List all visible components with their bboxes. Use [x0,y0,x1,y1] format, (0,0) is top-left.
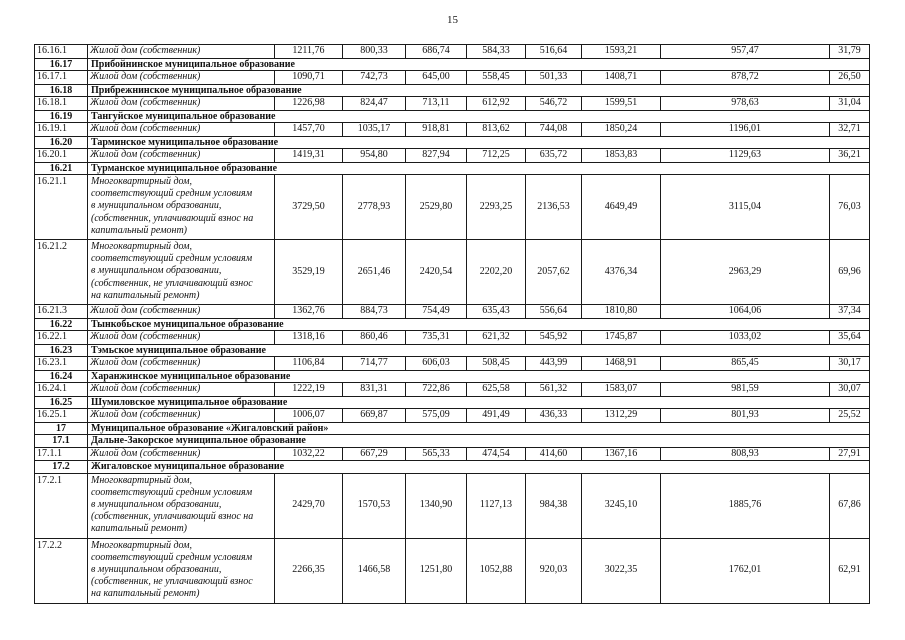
row-code: 17 [35,422,88,435]
value-cell-5: 920,03 [526,538,582,603]
table-row [35,409,870,423]
value-cell-1: 2429,70 [275,473,343,538]
row-description [88,71,275,85]
value-cell-4: 1127,13 [467,473,526,538]
row-description [88,331,275,345]
description-line: Жилой дом (собственник) [90,409,201,421]
value-cell-3: 827,94 [406,149,467,163]
row-code: 16.21 [35,162,88,175]
value-cell-3: 2420,54 [406,240,467,305]
table-row [35,149,870,163]
description-line: соответствующий средним условиям [91,188,253,200]
section-name: Прибойнинское муниципальное образование [88,58,870,71]
row-description [88,409,275,423]
section-name: Дальне-Закорское муниципальное образование [88,435,870,448]
value-cell-4: 813,62 [467,123,526,137]
value-cell-6: 1810,80 [582,305,661,319]
description-line: на капитальный ремонт) [91,289,200,301]
value-cell-6: 1367,16 [582,447,661,461]
value-cell-1: 2266,35 [275,538,343,603]
table-row [35,331,870,345]
value-cell-7: 808,93 [661,447,830,461]
description-line: Жилой дом (собственник) [90,357,201,369]
value-cell-8: 30,07 [830,383,870,397]
value-cell-6: 1745,87 [582,331,661,345]
row-description [88,473,275,538]
table-row [35,45,870,59]
value-cell-4: 621,32 [467,331,526,345]
value-cell-7: 1885,76 [661,473,830,538]
row-code: 16.19.1 [35,123,88,137]
row-code: 17.2.1 [35,473,88,538]
row-code: 17.1.1 [35,447,88,461]
description-line: Многоквартирный дом, [91,241,193,252]
section-row [35,162,870,175]
value-cell-7: 1196,01 [661,123,830,137]
section-row [35,110,870,123]
value-cell-3: 735,31 [406,331,467,345]
row-description [88,123,275,137]
value-cell-4: 491,49 [467,409,526,423]
value-cell-5: 984,38 [526,473,582,538]
row-code: 16.19 [35,110,88,123]
value-cell-5: 2057,62 [526,240,582,305]
value-cell-3: 918,81 [406,123,467,137]
value-cell-5: 561,32 [526,383,582,397]
tariff-table [34,44,870,604]
value-cell-3: 606,03 [406,357,467,371]
value-cell-7: 801,93 [661,409,830,423]
value-cell-4: 584,33 [467,45,526,59]
row-description [88,240,275,305]
value-cell-5: 2136,53 [526,175,582,240]
description-line: Многоквартирный дом, [91,474,193,486]
value-cell-2: 860,46 [343,331,406,345]
table-row [35,538,870,603]
value-cell-6: 1468,91 [582,357,661,371]
description-line: соответствующий средним условиям [91,253,253,265]
value-cell-3: 722,86 [406,383,467,397]
value-cell-5: 516,64 [526,45,582,59]
value-cell-4: 612,92 [467,97,526,111]
value-cell-2: 1570,53 [343,473,406,538]
value-cell-4: 558,45 [467,71,526,85]
row-code: 16.21.2 [35,240,88,305]
row-code: 16.22.1 [35,331,88,345]
value-cell-2: 2651,46 [343,240,406,305]
value-cell-1: 1419,31 [275,149,343,163]
description-line: Жилой дом (собственник) [90,71,201,83]
section-name: Прибрежнинское муниципальное образование [88,84,870,97]
value-cell-5: 414,60 [526,447,582,461]
section-name: Харанжинское муниципальное образование [88,370,870,383]
section-row [35,435,870,448]
value-cell-3: 575,09 [406,409,467,423]
description-line: (собственник, уплачивающий взнос на [91,212,254,224]
value-cell-6: 4649,49 [582,175,661,240]
row-code: 16.25.1 [35,409,88,423]
row-code: 16.17 [35,58,88,71]
value-cell-5: 443,99 [526,357,582,371]
value-cell-2: 2778,93 [343,175,406,240]
value-cell-6: 1599,51 [582,97,661,111]
value-cell-2: 669,87 [343,409,406,423]
value-cell-2: 714,77 [343,357,406,371]
section-row [35,136,870,149]
value-cell-3: 754,49 [406,305,467,319]
value-cell-5: 545,92 [526,331,582,345]
row-code: 16.24.1 [35,383,88,397]
value-cell-4: 1052,88 [467,538,526,603]
row-description [88,175,275,240]
table-row [35,97,870,111]
section-row [35,318,870,331]
value-cell-4: 625,58 [467,383,526,397]
description-line: на капитальный ремонт) [91,588,200,600]
value-cell-7: 878,72 [661,71,830,85]
table-row [35,123,870,137]
description-line: Многоквартирный дом, [91,539,193,551]
section-row [35,370,870,383]
table-row [35,240,870,305]
value-cell-8: 76,03 [830,175,870,240]
section-name: Турманское муниципальное образование [88,162,870,175]
value-cell-2: 1035,17 [343,123,406,137]
value-cell-6: 1312,29 [582,409,661,423]
description-line: (собственник, уплачивающий взнос на [91,511,254,523]
table-row [35,71,870,85]
value-cell-3: 565,33 [406,447,467,461]
row-code: 16.18 [35,84,88,97]
value-cell-8: 31,04 [830,97,870,111]
description-line: Многоквартирный дом, [91,176,193,187]
section-row [35,58,870,71]
value-cell-5: 436,33 [526,409,582,423]
value-cell-1: 3529,19 [275,240,343,305]
table-row [35,357,870,371]
value-cell-8: 32,71 [830,123,870,137]
value-cell-2: 831,31 [343,383,406,397]
section-row [35,422,870,435]
value-cell-4: 2202,20 [467,240,526,305]
value-cell-7: 1064,06 [661,305,830,319]
page-number: 15 [447,14,458,26]
table-row [35,305,870,319]
value-cell-7: 957,47 [661,45,830,59]
description-line: в муниципальном образовании, [91,563,222,575]
value-cell-3: 2529,80 [406,175,467,240]
value-cell-7: 1033,02 [661,331,830,345]
row-code: 16.20.1 [35,149,88,163]
table-row [35,383,870,397]
row-description [88,149,275,163]
value-cell-6: 1593,21 [582,45,661,59]
description-line: капитальный ремонт) [91,224,188,236]
value-cell-1: 1211,76 [275,45,343,59]
value-cell-2: 954,80 [343,149,406,163]
value-cell-8: 37,34 [830,305,870,319]
row-code: 16.16.1 [35,45,88,59]
section-name: Тангуйское муниципальное образование [88,110,870,123]
description-line: капитальный ремонт) [91,523,188,535]
value-cell-1: 1106,84 [275,357,343,371]
description-line: Жилой дом (собственник) [90,331,201,343]
value-cell-2: 742,73 [343,71,406,85]
value-cell-4: 508,45 [467,357,526,371]
value-cell-7: 1129,63 [661,149,830,163]
value-cell-3: 713,11 [406,97,467,111]
value-cell-3: 645,00 [406,71,467,85]
description-line: Жилой дом (собственник) [90,97,201,109]
row-description [88,357,275,371]
row-description [88,45,275,59]
value-cell-7: 2963,29 [661,240,830,305]
value-cell-8: 25,52 [830,409,870,423]
section-name: Тынкобьское муниципальное образование [88,318,870,331]
description-line: Жилой дом (собственник) [90,123,201,135]
description-line: Жилой дом (собственник) [90,383,201,395]
value-cell-5: 546,72 [526,97,582,111]
value-cell-1: 1090,71 [275,71,343,85]
row-code: 17.2.2 [35,538,88,603]
row-code: 16.17.1 [35,71,88,85]
section-row [35,344,870,357]
row-code: 16.20 [35,136,88,149]
value-cell-2: 1466,58 [343,538,406,603]
row-code: 16.23.1 [35,357,88,371]
table-row [35,447,870,461]
section-name: Шумиловское муниципальное образование [88,396,870,409]
description-line: (собственник, не уплачивающий взнос [91,277,253,289]
description-line: Жилой дом (собственник) [90,45,201,57]
value-cell-6: 3245,10 [582,473,661,538]
value-cell-8: 62,91 [830,538,870,603]
value-cell-4: 474,54 [467,447,526,461]
row-description [88,538,275,603]
value-cell-4: 2293,25 [467,175,526,240]
value-cell-8: 36,21 [830,149,870,163]
tariff-table-body [35,45,870,604]
row-code: 17.1 [35,435,88,448]
value-cell-3: 686,74 [406,45,467,59]
value-cell-7: 865,45 [661,357,830,371]
value-cell-2: 667,29 [343,447,406,461]
value-cell-8: 67,86 [830,473,870,538]
row-code: 16.21.3 [35,305,88,319]
description-line: в муниципальном образовании, [91,498,222,510]
section-name: Жигаловское муниципальное образование [88,461,870,474]
section-name: Тарминское муниципальное образование [88,136,870,149]
row-code: 16.25 [35,396,88,409]
row-description [88,383,275,397]
description-line: соответствующий средним условиям [91,486,253,498]
table-row [35,175,870,240]
row-description [88,305,275,319]
table-row [35,473,870,538]
section-name: Тэмьское муниципальное образование [88,344,870,357]
value-cell-2: 884,73 [343,305,406,319]
value-cell-6: 3022,35 [582,538,661,603]
description-line: Жилой дом (собственник) [90,149,201,161]
description-line: Жилой дом (собственник) [90,305,201,317]
row-code: 16.23 [35,344,88,357]
value-cell-7: 978,63 [661,97,830,111]
row-code: 16.21.1 [35,175,88,240]
value-cell-4: 712,25 [467,149,526,163]
description-line: в муниципальном образовании, [91,265,222,277]
section-name: Муниципальное образование «Жигаловский район» [88,422,870,435]
row-description [88,97,275,111]
value-cell-3: 1251,80 [406,538,467,603]
value-cell-8: 31,79 [830,45,870,59]
section-row [35,396,870,409]
value-cell-5: 635,72 [526,149,582,163]
description-line: в муниципальном образовании, [91,200,222,212]
description-line: соответствующий средним условиям [91,551,253,563]
value-cell-1: 1318,16 [275,331,343,345]
value-cell-8: 69,96 [830,240,870,305]
value-cell-1: 3729,50 [275,175,343,240]
value-cell-7: 981,59 [661,383,830,397]
value-cell-3: 1340,90 [406,473,467,538]
row-code: 16.22 [35,318,88,331]
value-cell-6: 1408,71 [582,71,661,85]
value-cell-1: 1006,07 [275,409,343,423]
row-code: 16.18.1 [35,97,88,111]
row-code: 16.24 [35,370,88,383]
value-cell-2: 824,47 [343,97,406,111]
value-cell-7: 1762,01 [661,538,830,603]
value-cell-1: 1222,19 [275,383,343,397]
value-cell-8: 30,17 [830,357,870,371]
row-code: 17.2 [35,461,88,474]
value-cell-8: 26,50 [830,71,870,85]
description-line: (собственник, не уплачивающий взнос [91,576,253,588]
value-cell-6: 1850,24 [582,123,661,137]
section-row [35,461,870,474]
value-cell-1: 1457,70 [275,123,343,137]
value-cell-1: 1226,98 [275,97,343,111]
value-cell-5: 556,64 [526,305,582,319]
value-cell-5: 744,08 [526,123,582,137]
value-cell-8: 27,91 [830,447,870,461]
value-cell-2: 800,33 [343,45,406,59]
value-cell-7: 3115,04 [661,175,830,240]
value-cell-1: 1032,22 [275,447,343,461]
value-cell-1: 1362,76 [275,305,343,319]
description-line: Жилой дом (собственник) [90,447,201,459]
value-cell-8: 35,64 [830,331,870,345]
value-cell-6: 1583,07 [582,383,661,397]
value-cell-5: 501,33 [526,71,582,85]
section-row [35,84,870,97]
row-description [88,447,275,461]
value-cell-4: 635,43 [467,305,526,319]
value-cell-6: 1853,83 [582,149,661,163]
value-cell-6: 4376,34 [582,240,661,305]
